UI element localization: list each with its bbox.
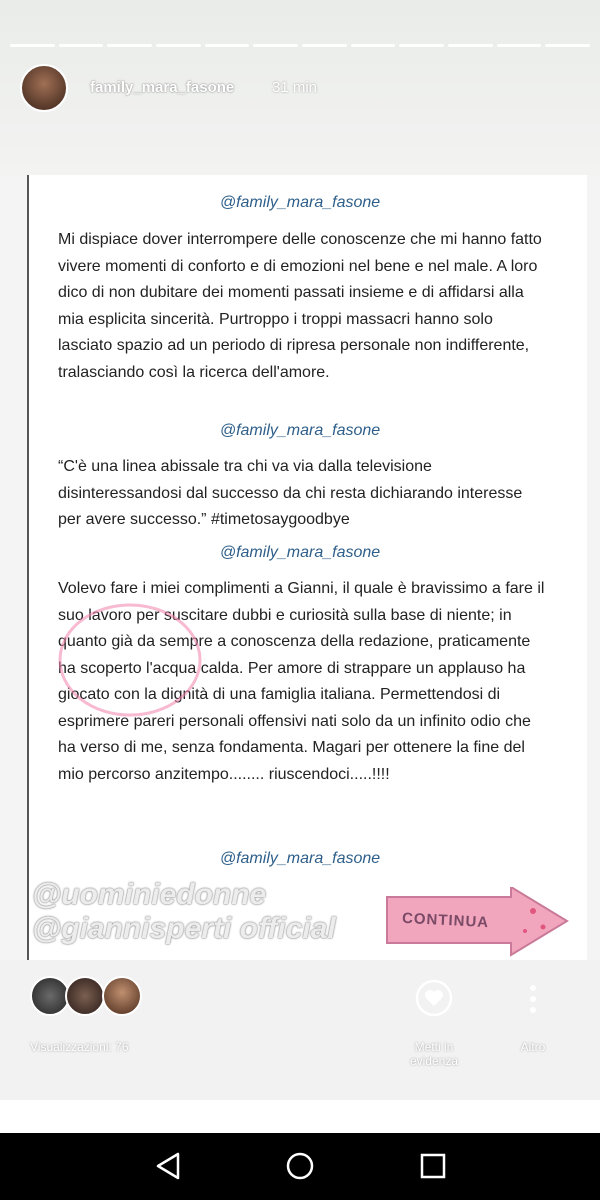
viewer-avatar-1[interactable] (30, 976, 70, 1016)
document-paragraph-3: Volevo fare i miei complimenti a Gianni, il quale è bravissimo a fare il suo lavoro per suscitare dubbi e curiosità sulla base di niente; in quanto già da sempre a conoscenza della redazione, praticamente ha scoperto l'acqua calda. Per amore di strappare un applauso ha giocato con la dignità di una famiglia italiana. Permettendosi di esprimere pareri personali offensivi nati solo da un infinito odio che ha verso di me, senza fondamenta. Magari per ottenere la fine del mio percorso anzitempo........ riuscendoci.....!!!! (58, 580, 545, 783)
recents-square-icon[interactable] (416, 1149, 450, 1183)
progress-segment (399, 44, 444, 47)
home-circle-icon[interactable] (283, 1149, 317, 1183)
spacer (0, 1100, 600, 1133)
profile-avatar[interactable] (20, 64, 68, 112)
document-handle-2: @family_mara_fasone (219, 422, 381, 439)
back-triangle-icon[interactable] (152, 1149, 186, 1183)
document-paragraph-2: “C'è una linea abissale tra chi va via dalla televisione disinteressandosi dal successo da chi resta dichiarando interesse per avere successo.” #timetosaygoodbye (58, 458, 523, 528)
progress-segment (448, 44, 493, 47)
continue-label[interactable]: CONTINUA (401, 909, 490, 932)
viewer-avatar-2[interactable] (65, 976, 105, 1016)
highlight-label[interactable] (398, 1040, 470, 1068)
progress-segment (545, 44, 590, 47)
story-timestamp: 31 min (272, 79, 318, 96)
watermark-sticker (55, 598, 205, 723)
story-progress-bar (10, 44, 590, 47)
views-count[interactable]: Visualizzazioni: 76 (30, 1040, 129, 1054)
document-paragraph-1: Mi dispiace dover interrompere delle conoscenze che mi hanno fatto vivere momenti di conforto e di emozioni nel bene e nel male. A loro dico di non dubitare dei momenti passati insieme e di affidarsi alla mia esplicita sincerità. Purtroppo i troppi massacri hanno solo lasciato spazio ad un periodo di ripresa personale non indifferente, tralasciando così la ricerca dell'amore. (58, 231, 542, 381)
more-options-icon[interactable] (523, 982, 543, 1016)
document-handle-4: @family_mara_fasone (219, 850, 381, 867)
highlight-label-line1: Metti in (414, 1040, 454, 1054)
document-handle-1: @family_mara_fasone (219, 194, 381, 211)
mention-uominiedonne[interactable]: @uominiedonne (32, 878, 267, 911)
highlight-label-line2: evidenza (409, 1054, 459, 1068)
progress-segment (253, 44, 298, 47)
progress-segment (497, 44, 542, 47)
progress-segment (59, 44, 104, 47)
progress-segment (302, 44, 347, 47)
progress-segment (351, 44, 396, 47)
progress-segment (107, 44, 152, 47)
more-label[interactable]: Altro (520, 1040, 546, 1054)
highlight-heart-icon[interactable] (414, 978, 454, 1018)
story-username[interactable]: family_mara_fasone (90, 79, 235, 96)
android-navigation-bar (0, 1133, 600, 1200)
progress-segment (205, 44, 250, 47)
progress-segment (10, 44, 55, 47)
viewer-avatar-3[interactable] (102, 976, 142, 1016)
progress-segment (156, 44, 201, 47)
document-handle-3: @family_mara_fasone (219, 544, 381, 561)
mention-giannisperti[interactable]: @giannisperti official (32, 912, 336, 945)
